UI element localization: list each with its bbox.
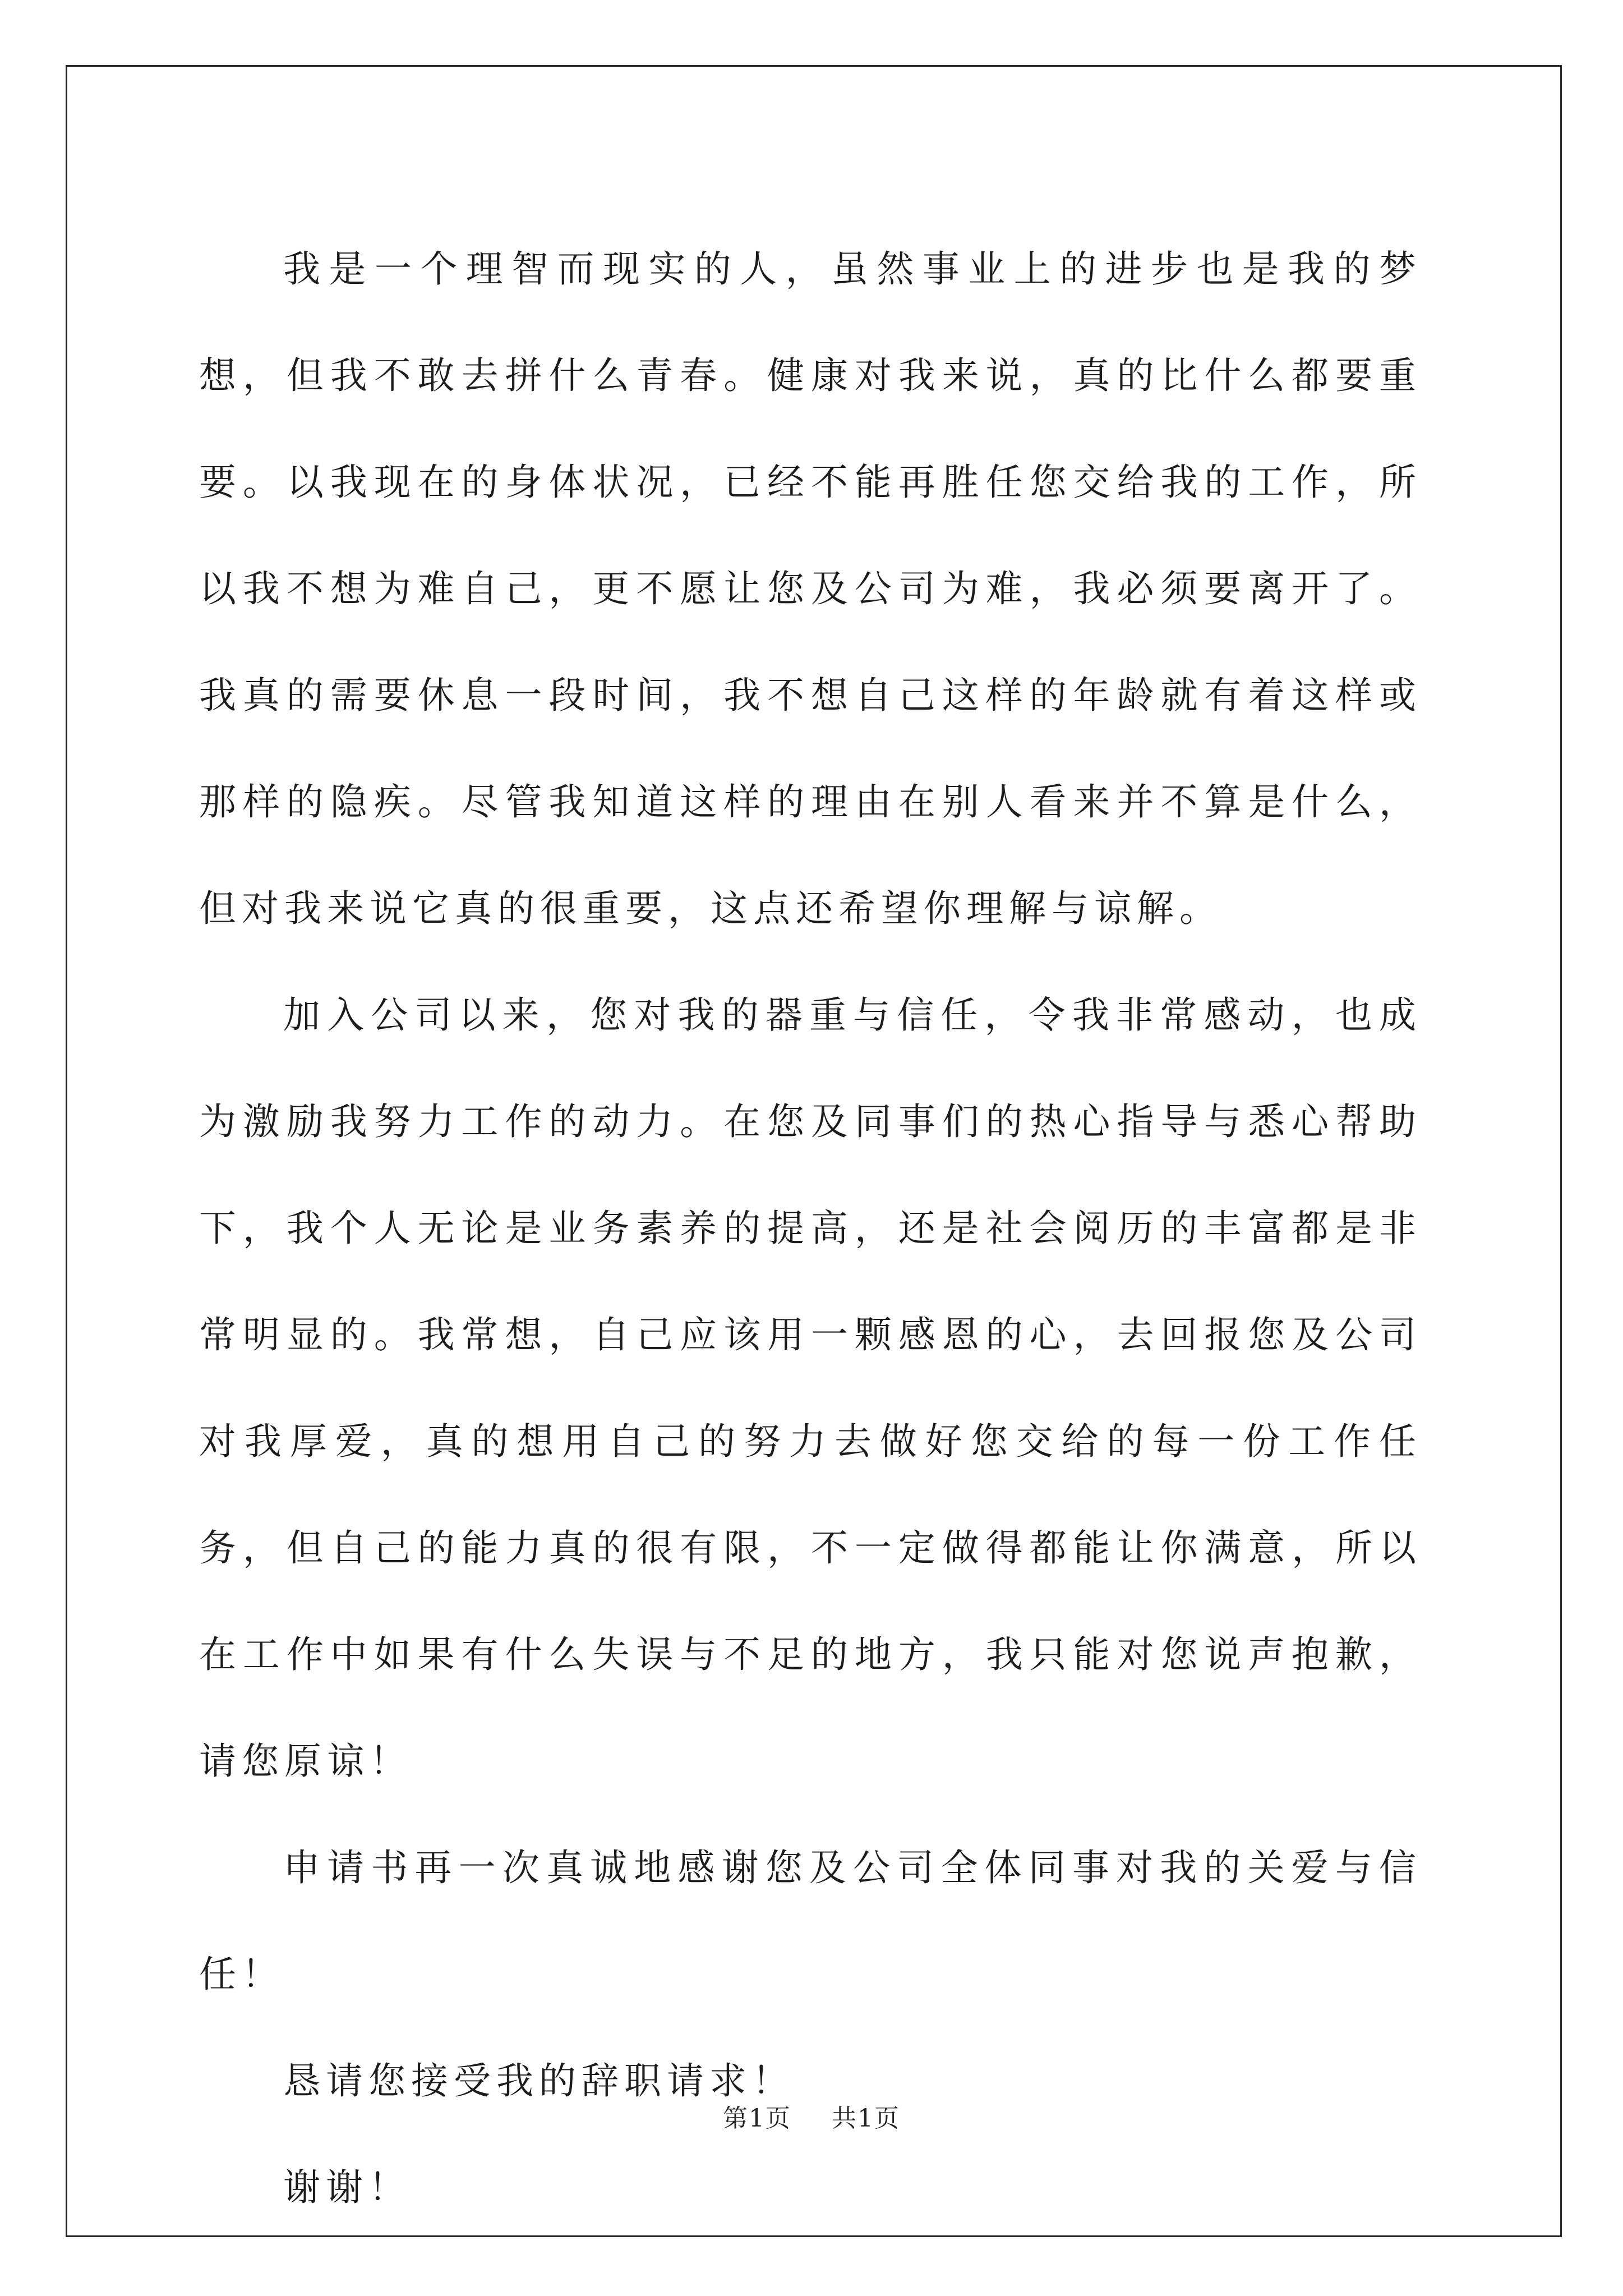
paragraph-reason: 我是一个理智而现实的人，虽然事业上的进步也是我的梦想，但我不敢去拼什么青春。健康对我来说，真的比什么都要重要。以我现在的身体状况，已经不能再胜任您交给我的工作，所以我不想为难自己，更不愿让您及公司为难，我必须要离开了。我真的需要休息一段时间，我不想自己这样的年龄就有着这样或那样的隐疾。尽管我知道这样的理由在别人看来并不算是什么，但对我来说它真的很重要，这点还希望你理解与谅解。: [199, 247, 1422, 930]
paragraph-closing: 谢谢！: [283, 2166, 411, 2209]
page-footer: [0, 2098, 1623, 2134]
letter-body: [199, 216, 1422, 2241]
paragraph-request: 恳请您接受我的辞职请求！: [283, 2059, 795, 2102]
page-number-total: 共1页: [832, 2104, 900, 2133]
page-number-current: 第1页: [723, 2104, 791, 2133]
paragraph-thanks: 申请书再一次真诚地感谢您及公司全体同事对我的关爱与信任！: [199, 1846, 1422, 1996]
paragraph-gratitude: 加入公司以来，您对我的器重与信任，令我非常感动，也成为激励我努力工作的动力。在您及同事们的热心指导与悉心帮助下，我个人无论是业务素养的提高，还是社会阅历的丰富都是非常明显的。我常想，自己应该用一颗感恩的心，去回报您及公司对我厚爱，真的想用自己的努力去做好您交给的每一份工作任务，但自己的能力真的很有限，不一定做得都能让你满意，所以在工作中如果有什么失误与不足的地方，我只能对您说声抱歉，请您原谅！: [199, 993, 1422, 1783]
